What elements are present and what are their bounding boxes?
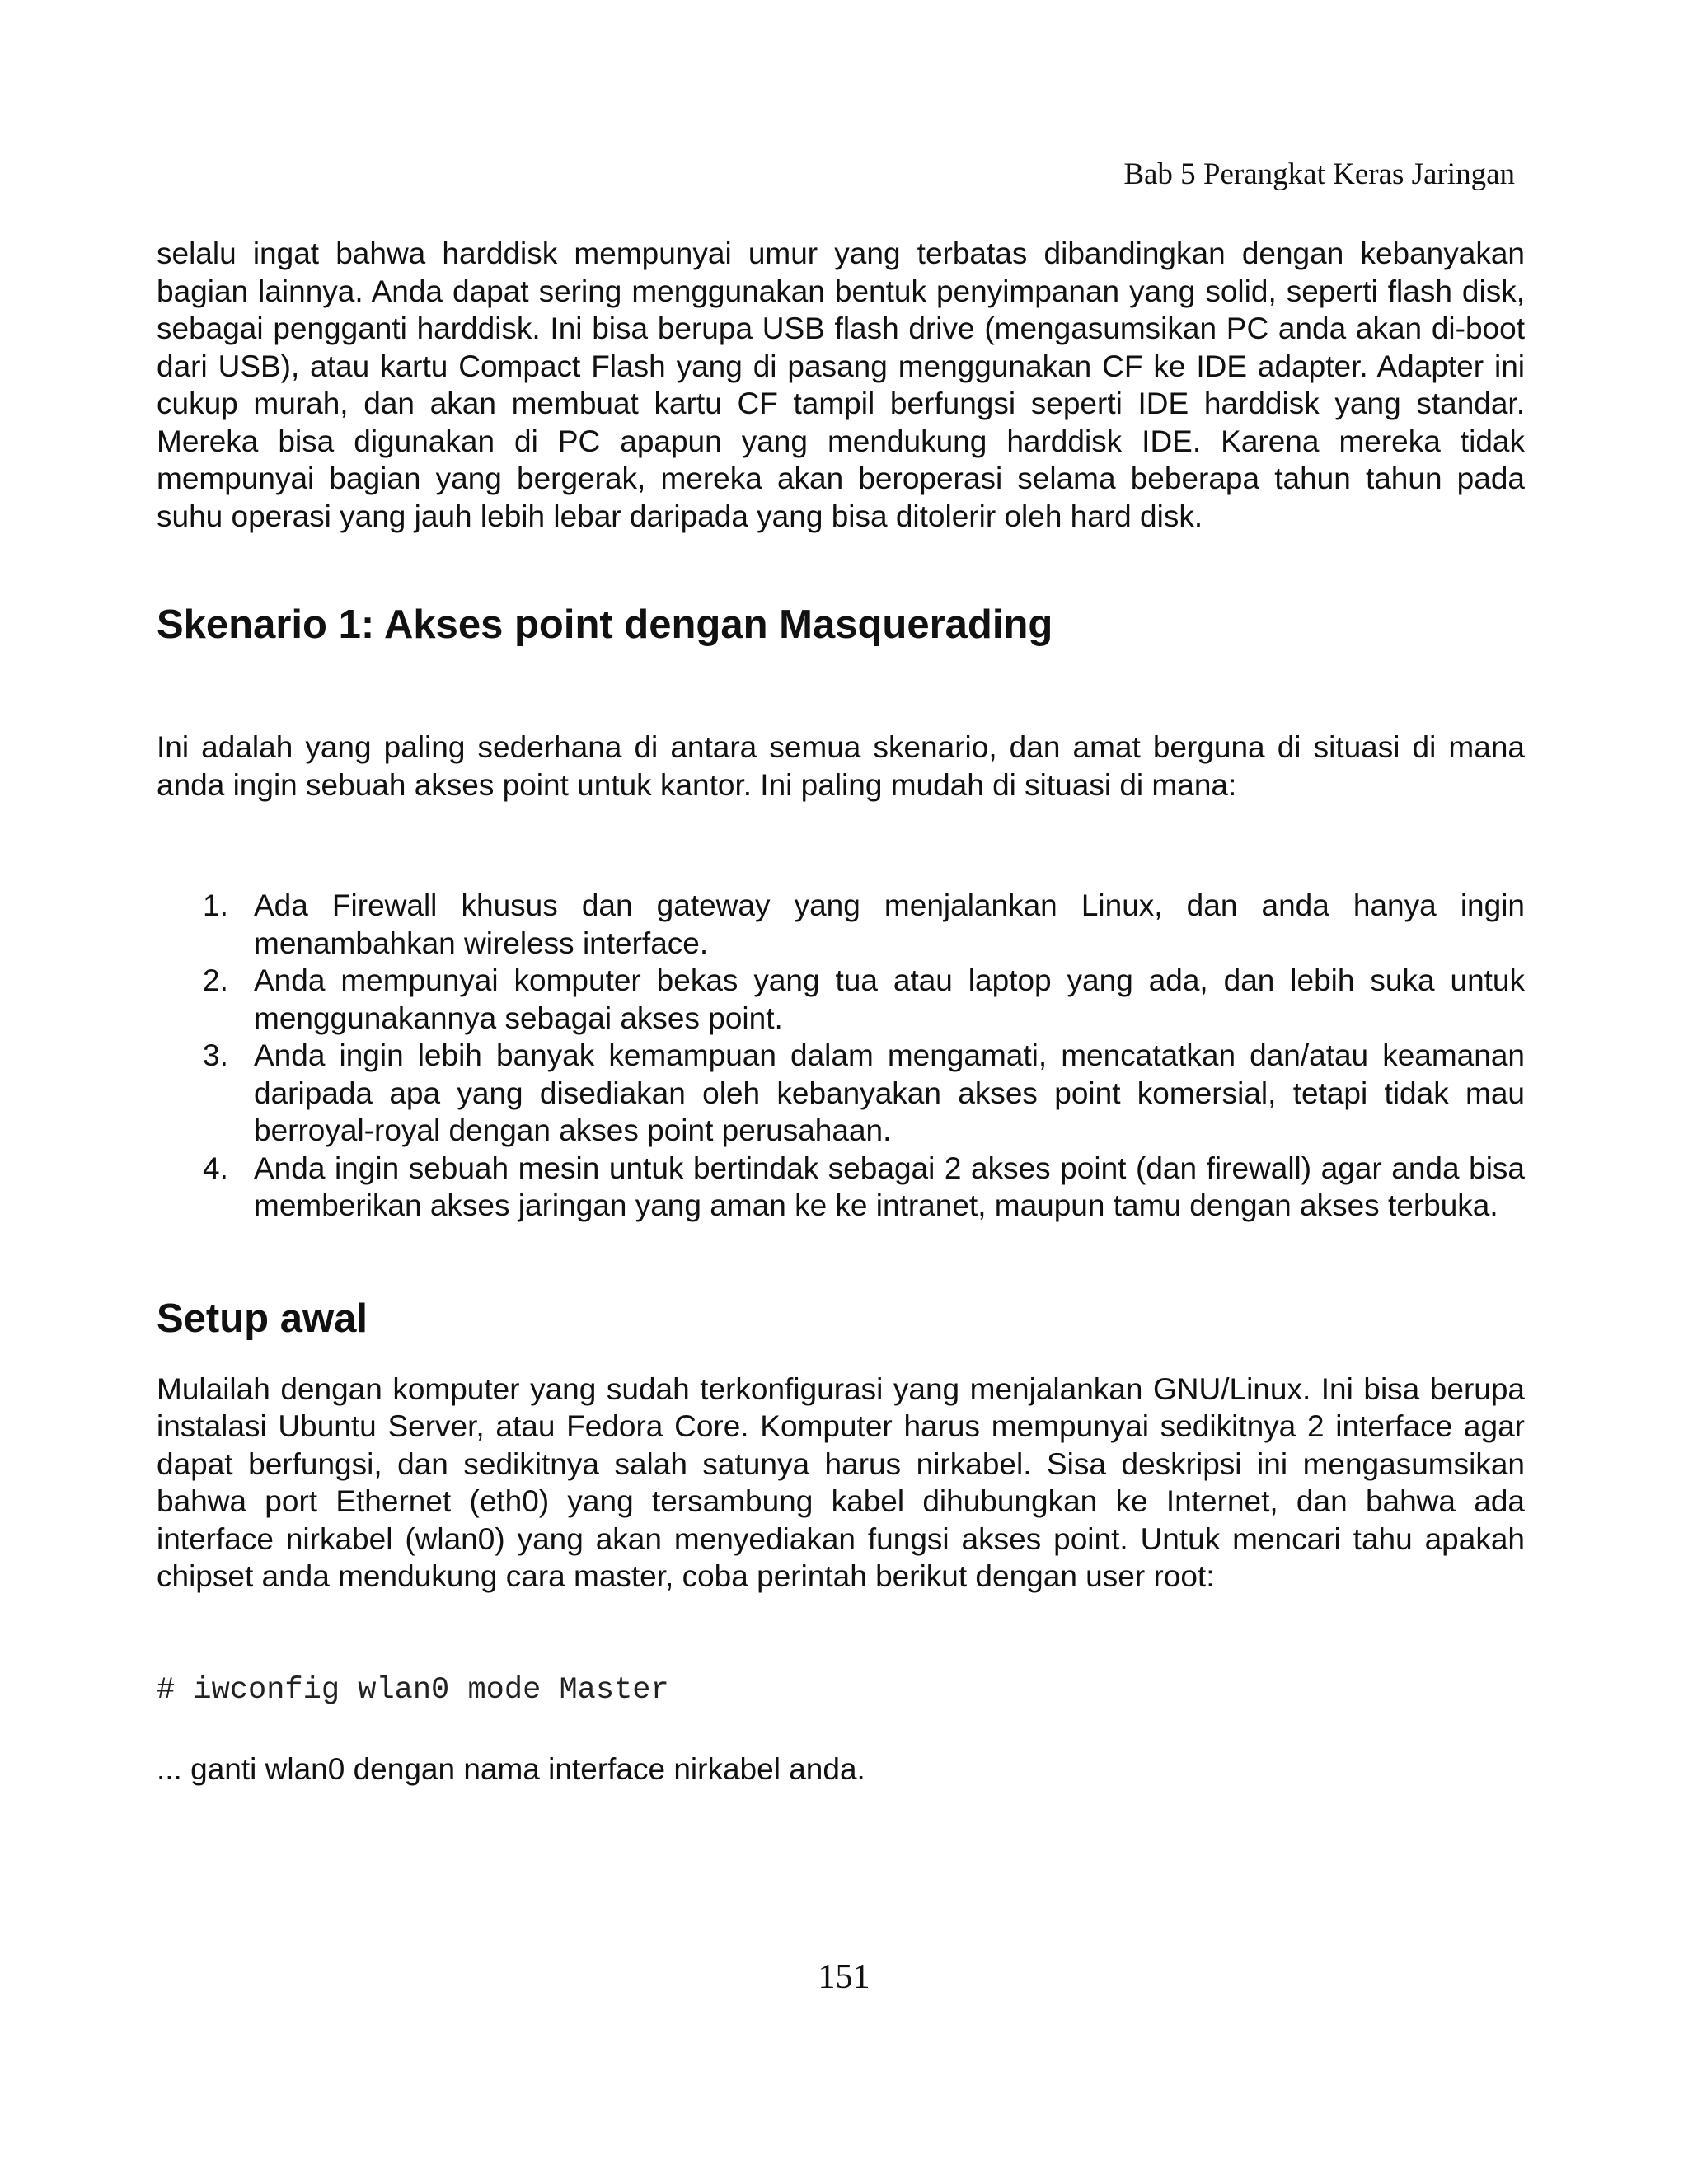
list-item-number: 3. <box>203 1038 228 1072</box>
list-item-number: 2. <box>203 963 228 997</box>
list-item <box>157 1150 1525 1225</box>
list-item-text: Ada Firewall khusus dan gateway yang menjalankan Linux, dan anda hanya ingin menambahkan wireless interface. <box>254 888 1525 960</box>
section-heading-setup-awal: Setup awal <box>157 1296 368 1341</box>
section-heading-skenario-1: Skenario 1: Akses point dengan Masquerading <box>157 602 1053 647</box>
paragraph-note: ... ganti wlan0 dengan nama interface nirkabel anda. <box>157 1751 865 1786</box>
list-item-text: Anda ingin sebuah mesin untuk bertindak sebagai 2 akses point (dan firewall) agar anda bisa memberikan akses jaringan yang aman ke ke intranet, maupun tamu dengan akses terbuka. <box>254 1151 1525 1222</box>
list-item <box>157 1037 1525 1150</box>
list-item-number: 4. <box>203 1151 228 1185</box>
paragraph-harddisk: selalu ingat bahwa harddisk mempunyai umur yang terbatas dibandingkan dengan kebanyakan bagian lainnya. Anda dapat sering menggunakan bentuk penyimpanan yang solid, seperti flash disk, sebagai pengganti harddisk. Ini bisa berupa USB flash drive (mengasumsikan PC anda akan di-boot dari USB), atau kartu Compact Flash yang di pasang menggunakan CF ke IDE adapter. Adapter ini cukup murah, dan akan membuat kartu CF tampil berfungsi seperti IDE harddisk yang standar. Mereka bisa digunakan di PC apapun yang mendukung harddisk IDE. Karena mereka tidak mempunyai bagian yang bergerak, mereka akan beroperasi selama beberapa tahun tahun pada suhu operasi yang jauh lebih lebar daripada yang bisa ditolerir oleh hard disk. <box>157 237 1525 533</box>
running-header: Bab 5 Perangkat Keras Jaringan <box>1123 157 1515 191</box>
list-item-text: Anda mempunyai komputer bekas yang tua atau laptop yang ada, dan lebih suka untuk menggunakannya sebagai akses point. <box>254 963 1525 1035</box>
page-number: 151 <box>818 1958 870 1996</box>
list-item-number: 1. <box>203 888 228 922</box>
list-item <box>157 962 1525 1037</box>
paragraph-setup: Mulailah dengan komputer yang sudah terkonfigurasi yang menjalankan GNU/Linux. Ini bisa berupa instalasi Ubuntu Server, atau Fedora Core. Komputer harus mempunyai sedikitnya 2 interface agar dapat berfungsi, dan sedikitnya salah satunya harus nirkabel. Sisa deskripsi ini mengasumsikan bahwa port Ethernet (eth0) yang tersambung kabel dihubungkan ke Internet, dan bahwa ada interface nirkabel (wlan0) yang akan menyediakan fungsi akses point. Untuk mencari tahu apakah chipset anda mendukung cara master, coba perintah berikut dengan user root: <box>157 1371 1525 1593</box>
paragraph-skenario-intro: Ini adalah yang paling sederhana di antara semua skenario, dan amat berguna di situasi di mana anda ingin sebuah akses point untuk kantor. Ini paling mudah di situasi di mana: <box>157 730 1525 802</box>
numbered-list <box>157 887 1525 1225</box>
list-item <box>157 887 1525 962</box>
list-item-text: Anda ingin lebih banyak kemampuan dalam mengamati, mencatatkan dan/atau keamanan daripada apa yang disediakan oleh kebanyakan akses point komersial, tetapi tidak mau berroyal-royal dengan akses point perusahaan. <box>254 1038 1525 1147</box>
code-block: # iwconfig wlan0 mode Master <box>157 1672 669 1708</box>
page-content <box>157 235 1525 1788</box>
